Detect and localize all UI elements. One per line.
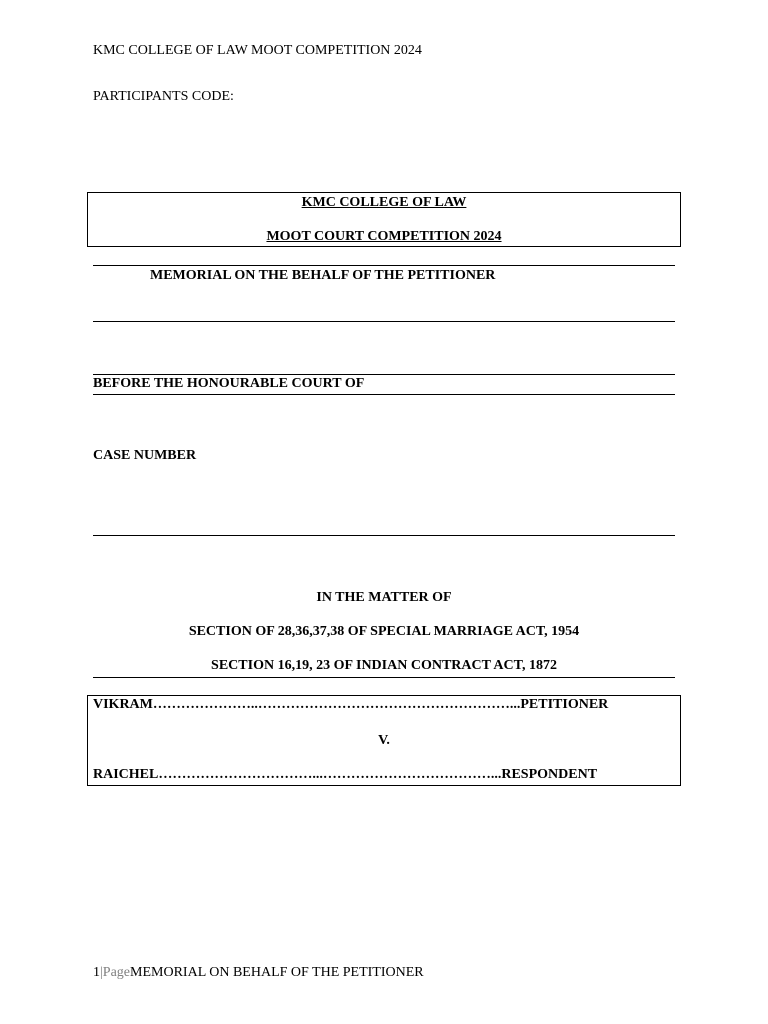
rule-below-case-number xyxy=(93,535,675,536)
rule-below-court xyxy=(93,394,675,395)
respondent-line: RAICHEL……………………………...………………………………...RESPONDENT xyxy=(93,767,598,782)
rule-below-memorial xyxy=(93,321,675,322)
header-line-1: KMC COLLEGE OF LAW MOOT COMPETITION 2024 xyxy=(93,43,422,58)
college-title: KMC COLLEGE OF LAW xyxy=(301,195,467,210)
case-number-label: CASE NUMBER xyxy=(93,448,197,463)
memorial-heading: MEMORIAL ON THE BEHALF OF THE PETITIONER xyxy=(150,268,496,283)
footer-text: MEMORIAL ON BEHALF OF THE PETITIONER xyxy=(130,965,424,980)
matter-heading: IN THE MATTER OF xyxy=(316,590,452,605)
petitioner-line: VIKRAM…………………..………………………………………………...PETITIONER xyxy=(93,697,609,712)
section-indian-contract-act: SECTION 16,19, 23 OF INDIAN CONTRACT ACT, 1872 xyxy=(211,658,557,673)
court-heading: BEFORE THE HONOURABLE COURT OF xyxy=(93,376,365,391)
competition-title: MOOT COURT COMPETITION 2024 xyxy=(266,229,502,244)
page-word: |Page xyxy=(100,965,131,980)
page-number: 1 xyxy=(93,965,100,980)
rule-above-court xyxy=(93,374,675,375)
participants-code-label: PARTICIPANTS CODE: xyxy=(93,89,234,104)
versus-label: V. xyxy=(378,733,390,748)
rule-above-memorial xyxy=(93,265,675,266)
page-footer xyxy=(93,965,424,981)
rule-below-sections xyxy=(93,677,675,678)
section-special-marriage-act: SECTION OF 28,36,37,38 OF SPECIAL MARRIAGE ACT, 1954 xyxy=(188,624,580,639)
